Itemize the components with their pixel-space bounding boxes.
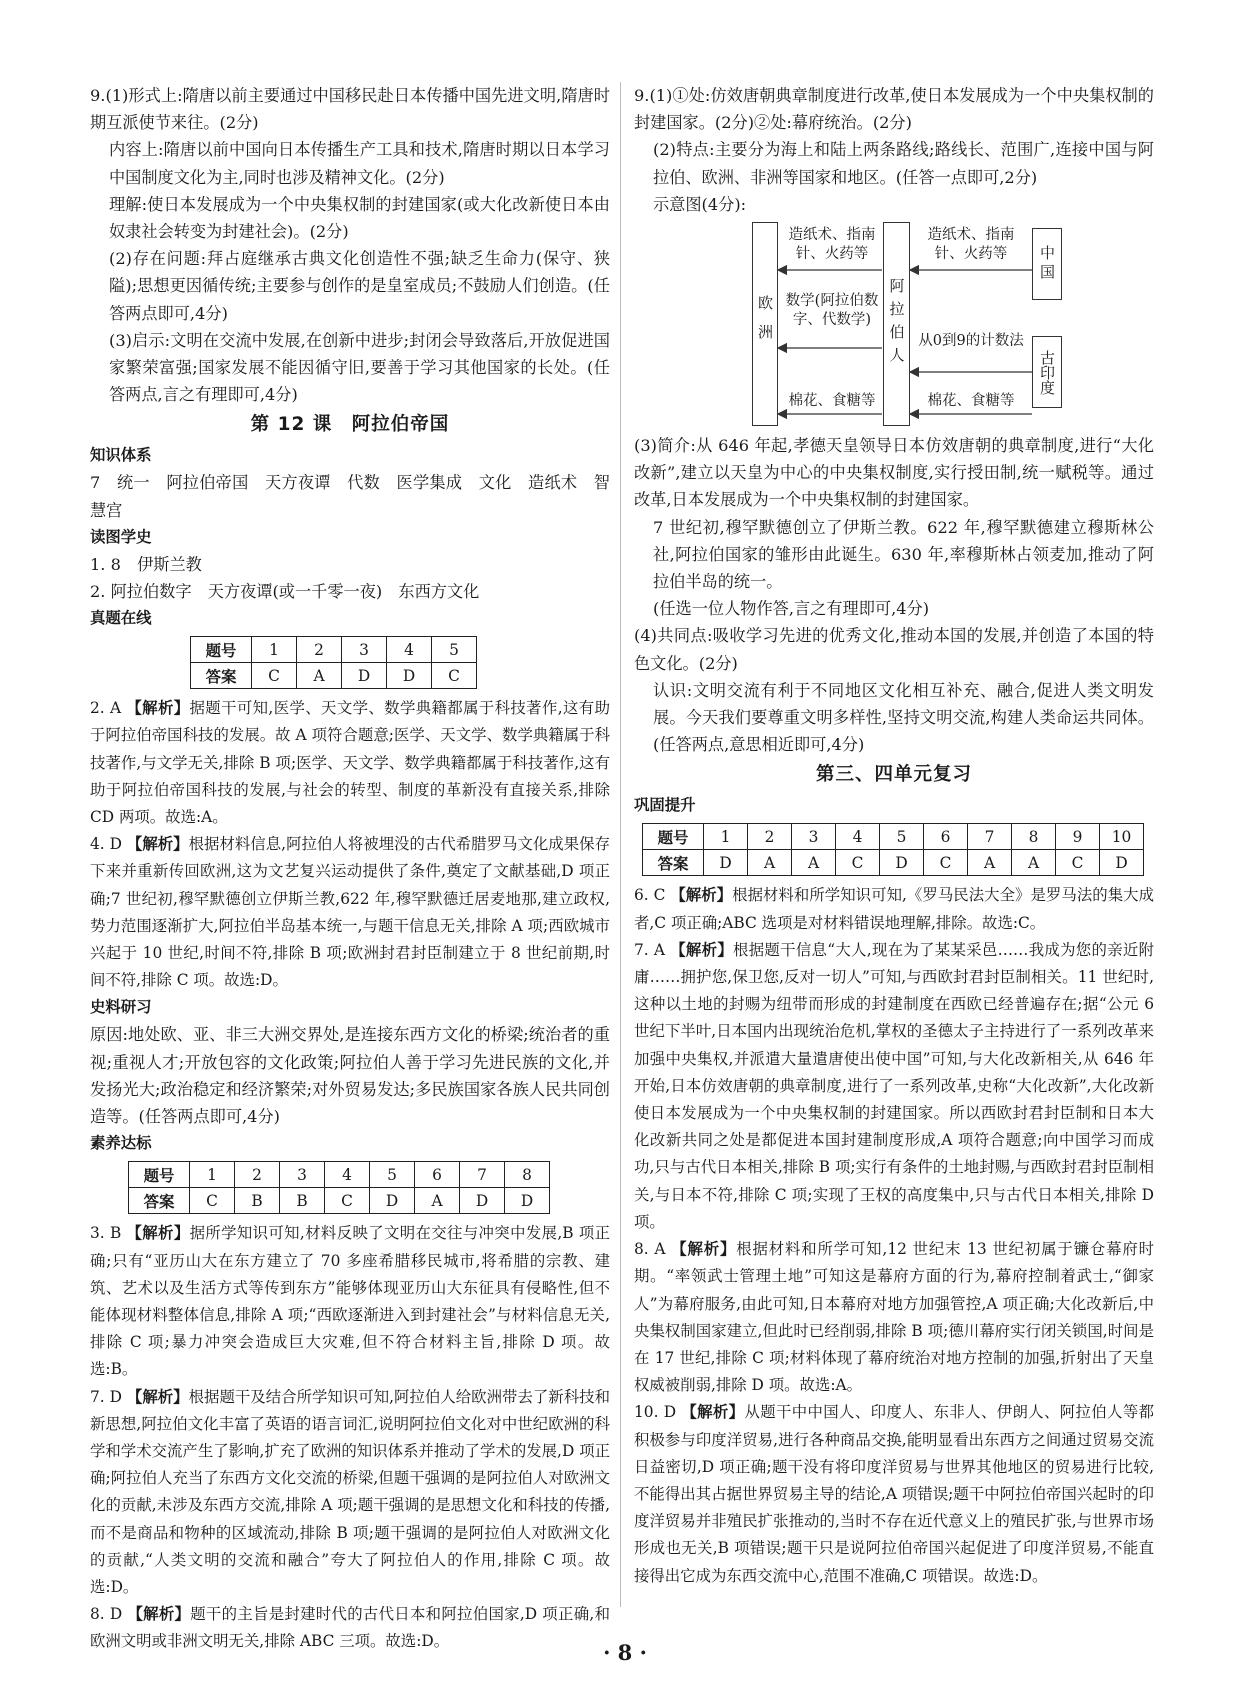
answer-table-consolidate (642, 823, 1144, 876)
q9-understand: 理解:使日本发展成为一个中央集权制的封建国家(或大化改新使日本由奴隶社会转变为封建社会)。(2分) (109, 194, 610, 242)
r-q9-mohammed: 7 世纪初,穆罕默德创立了伊斯兰教。622 年,穆罕默德建立穆斯林公社,阿拉伯国家的雏形由此诞生。630 年,率穆斯林占领麦加,推动了阿拉伯半岛的统一。 (653, 517, 1154, 592)
arab-box: 阿拉伯人 (883, 222, 910, 426)
label-left-bot: 棉花、食糖等 (788, 393, 876, 410)
india-box: 古印度 (1032, 336, 1062, 408)
explanation: 10. D 【解析】从题干中中国人、印度人、东非人、伊朗人、阿拉伯人等都积极参与印度洋贸易,进行各种商品交换,能明显看出东西方之间通过贸易交流日益密切,D 项正确;题干没有将印度洋贸易与世界其他地区的贸易进行比较,不能得出其占据世界贸易主导的结论,A 项错误;题干中阿拉伯帝国兴起时的印度洋贸易并非殖民扩张推动的,当时不存在近代意义上的殖民扩张,与世界市场形成也无关,B 项错误;题干只是说阿拉伯帝国兴起促进了印度洋贸易,不能直接得出它成为东西交流中心,范围不准确,C 项错误。故选:D。 (634, 1403, 1154, 1585)
history-heading: 史料研习 (90, 998, 152, 1017)
label-left-top: 造纸术、指南针、火药等 (788, 227, 876, 263)
table-cell: C (432, 663, 477, 689)
table-cell: C (252, 663, 297, 689)
read-heading: 读图学史 (90, 527, 152, 546)
r-q9-part4: (4)共同点:吸收学习先进的优秀文化,推动本国的发展,并创造了本国的特色文化。(2分) (634, 626, 1154, 673)
read-line-1: 1. 8 伊斯兰教 (90, 554, 202, 574)
table-cell: 6 (924, 824, 968, 850)
knowledge-heading: 知识体系 (90, 446, 152, 465)
table-cell: C (924, 850, 968, 876)
table-cell: 4 (325, 1162, 370, 1188)
table-cell: D (342, 663, 387, 689)
table-cell: 2 (748, 824, 792, 850)
table-cell: 8 (505, 1162, 550, 1188)
answer-table-real (190, 636, 477, 689)
table-cell: 1 (252, 637, 297, 663)
table-label-q: 题号 (129, 1162, 190, 1188)
q9-content: 内容上:隋唐以前中国向日本传播生产工具和技术,隋唐时期以日本学习中国制度文化为主,同时也涉及精神文化。(2分) (109, 140, 610, 187)
r-q9-note: (任选一位人物作答,言之有理即可,4分) (653, 599, 930, 619)
label-right-bot: 棉花、食糖等 (927, 393, 1015, 410)
table-cell: 9 (1056, 824, 1100, 850)
q9-part1: 9.(1)形式上:隋唐以前主要通过中国移民赴日本传播中国先进文明,隋唐时期互派使节来往。(2分) (90, 86, 610, 133)
knowledge-text: 7 统一 阿拉伯帝国 天方夜谭 代数 医学集成 文化 造纸术 智慧宫 (90, 473, 610, 520)
lesson-title: 第 12 课 阿拉伯帝国 (250, 414, 450, 436)
table-cell: B (280, 1188, 325, 1214)
table-cell: D (505, 1188, 550, 1214)
explanation: 6. C 【解析】根据材料和所学知识可知,《罗马民法大全》是罗马法的集大成者,C 项正确;ABC 选项是对材料错误地理解,排除。故选:C。 (634, 886, 1154, 932)
explanation: 4. D 【解析】根据材料信息,阿拉伯人将被埋没的古代希腊罗马文化成果保存下来并重新传回欧洲,这为文艺复兴运动提供了条件,奠定了文献基础,D 项正确;7 世纪初,穆罕默德创立伊斯兰教,622 年,穆罕默德迁居麦地那,建立政权,势力范围逐渐扩大,阿拉伯半岛基本统一,与题干信息无关,排除 A 项;西欧城市兴起于 10 世纪,时间不符,排除 B 项;欧洲封君封臣制建立于 8 世纪前期,时间不符,排除 C 项。故选:D。 (90, 835, 610, 990)
table-cell: 2 (297, 637, 342, 663)
table-cell: A (968, 850, 1012, 876)
left-column (90, 82, 610, 1656)
table-label-a: 答案 (643, 850, 704, 876)
table-cell: 10 (1100, 824, 1144, 850)
table-cell: D (387, 663, 432, 689)
label-right-mid: 从0到9的计数法 (918, 333, 1024, 350)
label-left-mid: 数学(阿拉伯数字、代数学) (785, 293, 879, 329)
table-cell: 3 (792, 824, 836, 850)
table-label-a: 答案 (129, 1188, 190, 1214)
table-cell: 4 (836, 824, 880, 850)
explanation: 7. A 【解析】根据题干信息“大人,现在为了某某采邑……我成为您的亲近附庸……拥护您,保卫您,反对一切人”可知,与西欧封君封臣制相关。11 世纪时,这种以土地的封赐为纽带而形成的封建制度在西欧已经普遍存在;据“公元 6 世纪下半叶,日本国内出现统治危机,掌权的圣德太子主持进行了一系列改革来加强中央集权,并派遣大量遣唐使出使中国”可知,与大化改新相关,从 646 年开始,日本仿效唐朝的典章制度,进行了一系列改革,史称“大化改新”,大化改新使日本发展成为一个中央集权制的封建国家。所以西欧封君封臣制和日本大化改新共同之处是都促进本国封建制度形成,A 项符合题意;向中国学习而成功,只与古代日本相关,排除 B 项;实行有条件的土地封赐,与西欧封君封臣制相关,与日本不符,排除 C 项;实现了王权的高度集中,只与古代日本相关,排除 D 项。 (634, 940, 1154, 1231)
q9-part3: (3)启示:文明在交流中发展,在创新中进步;封闭会导致落后,开放促进国家繁荣富强;国家发展不能因循守旧,要善于学习其他国家的长处。(任答两点,言之有理即可,4分) (109, 330, 610, 405)
table-cell: 1 (704, 824, 748, 850)
table-cell: A (297, 663, 342, 689)
table-cell: A (415, 1188, 460, 1214)
explanation: 8. A 【解析】根据材料和所学可知,12 世纪末 13 世纪初属于镰仓幕府时期。“率领武士管理土地”可知这是幕府方面的行为,幕府控制着武士,“御家人”为幕府服务,由此可知,日本幕府对地方加强管控,A 项正确;大化改新后,中央集权制国家建立,但此时已经削弱,排除 B 项;德川幕府实行闭关锁国,时间是在 17 世纪,排除 C 项;材料体现了幕府统治对地方控制的加强,折射出了天皇权威被削弱,排除 D 项。故选:A。 (634, 1240, 1154, 1395)
table-cell: 5 (370, 1162, 415, 1188)
table-cell: 7 (968, 824, 1012, 850)
table-cell: D (880, 850, 924, 876)
consolidate-heading: 巩固提升 (634, 796, 696, 815)
explanation: 2. A 【解析】据题干可知,医学、天文学、数学典籍都属于科技著作,这有助于阿拉伯帝国科技的发展。故 A 项符合题意;医学、天文学、数学典籍属于科技著作,与文学无关,排除 B 项;医学、天文学、数学典籍都属于科技著作,这有助于阿拉伯帝国科技的发展,与社会的转型、制度的革新没有直接关系,排除 CD 两项。故选:A。 (90, 699, 610, 827)
r-q9-understand: 认识:文明交流有利于不同地区文化相互补充、融合,促进人类文明发展。今天我们要尊重文明多样性,坚持文明交流,构建人类命运共同体。(任答两点,意思相近即可,4分) (653, 680, 1154, 755)
table-cell: C (325, 1188, 370, 1214)
r-diagram-caption: 示意图(4分): (653, 194, 747, 214)
table-label-q: 题号 (191, 637, 252, 663)
unit-title: 第三、四单元复习 (815, 764, 972, 786)
table-cell: A (1012, 850, 1056, 876)
table-cell: 8 (1012, 824, 1056, 850)
answer-table-quality (128, 1161, 550, 1214)
read-line-2: 2. 阿拉伯数字 天方夜谭(或一千零一夜) 东西方文化 (90, 582, 480, 602)
table-cell: 1 (190, 1162, 235, 1188)
trade-diagram (752, 222, 1082, 426)
table-cell: 5 (432, 637, 477, 663)
table-cell: A (748, 850, 792, 876)
table-cell: D (370, 1188, 415, 1214)
table-cell: C (836, 850, 880, 876)
page-number: · 8 · (603, 1640, 647, 1665)
table-cell: C (190, 1188, 235, 1214)
table-cell: B (235, 1188, 280, 1214)
table-cell: 3 (342, 637, 387, 663)
r-q9-part2: (2)特点:主要分为海上和陆上两条路线;路线长、范围广,连接中国与阿拉伯、欧洲、非洲等国家和地区。(任答一点即可,2分) (653, 140, 1154, 187)
table-cell: A (792, 850, 836, 876)
table-cell: D (704, 850, 748, 876)
history-text: 原因:地处欧、亚、非三大洲交界处,是连接东西方文化的桥梁;统治者的重视;重视人才;开放包容的文化政策;阿拉伯人善于学习先进民族的文化,并发扬光大;政治稳定和经济繁荣;对外贸易发达;多民族国家各族人民共同创造等。(任答两点即可,4分) (90, 1025, 610, 1127)
column-divider (620, 82, 621, 1607)
quality-heading: 素养达标 (90, 1134, 152, 1153)
table-cell: 3 (280, 1162, 325, 1188)
table-cell: 4 (387, 637, 432, 663)
china-box: 中国 (1032, 228, 1062, 300)
table-label-q: 题号 (643, 824, 704, 850)
europe-box: 欧洲 (752, 222, 778, 426)
table-cell: 2 (235, 1162, 280, 1188)
r-q9-part1: 9.(1)①处:仿效唐朝典章制度进行改革,使日本发展成为一个中央集权制的封建国家。(2分)②处:幕府统治。(2分) (634, 86, 1154, 133)
table-cell: C (1056, 850, 1100, 876)
table-cell: 7 (460, 1162, 505, 1188)
explanation: 7. D 【解析】根据题干及结合所学知识可知,阿拉伯人给欧洲带去了新科技和新思想,阿拉伯文化丰富了英语的语言词汇,说明阿拉伯文化对中世纪欧洲的科学和学术交流产生了影响,扩充了欧洲的知识体系并推动了学术的发展,D 项正确;阿拉伯人充当了东西方文化交流的桥梁,但题干强调的是阿拉伯人对欧洲文化的贡献,未涉及东西方交流,排除 A 项;题干强调的是思想文化和科技的传播,而不是商品和物种的区域流动,排除 B 项;题干强调的是阿拉伯人对欧洲文化的贡献,“人类文明的交流和融合”夸大了阿拉伯人的作用,排除 C 项。故选:D。 (90, 1387, 610, 1596)
right-column (634, 82, 1154, 1590)
r-q9-part3: (3)简介:从 646 年起,孝德天皇领导日本仿效唐朝的典章制度,进行“大化改新”,建立以天皇为中心的中央集权制度,实行授田制,统一赋税等。通过改革,日本发展成为一个中央集权制的封建国家。 (634, 436, 1154, 510)
label-right-top: 造纸术、指南针、火药等 (927, 227, 1015, 263)
explanation: 3. B 【解析】据所学知识可知,材料反映了文明在交往与冲突中发展,B 项正确;只有“亚历山大在东方建立了 70 多座希腊移民城市,将希腊的宗教、建筑、艺术以及生活方式等传到东方”能够体现亚历山大东征具有侵略性,但不能体现材料整体信息,排除 A 项;“西欧逐渐进入到封建社会”与材料信息无关,排除 C 项;暴力冲突会造成巨大灾难,但不符合材料主旨,排除 D 项。故选:B。 (90, 1224, 610, 1379)
table-cell: D (460, 1188, 505, 1214)
explanation: 8. D 【解析】题干的主旨是封建时代的古代日本和阿拉伯国家,D 项正确,和欧洲文明或非洲文明无关,排除 ABC 三项。故选:D。 (90, 1605, 610, 1651)
table-cell: 6 (415, 1162, 460, 1188)
real-heading: 真题在线 (90, 609, 152, 628)
table-cell: D (1100, 850, 1144, 876)
q9-part2: (2)存在问题:拜占庭继承古典文化创造性不强;缺乏生命力(保守、狭隘);思想更因循传统;主要参与创作的是皇室成员;不鼓励人们创造。(任答两点即可,4分) (109, 249, 610, 323)
table-cell: 5 (880, 824, 924, 850)
table-label-a: 答案 (191, 663, 252, 689)
